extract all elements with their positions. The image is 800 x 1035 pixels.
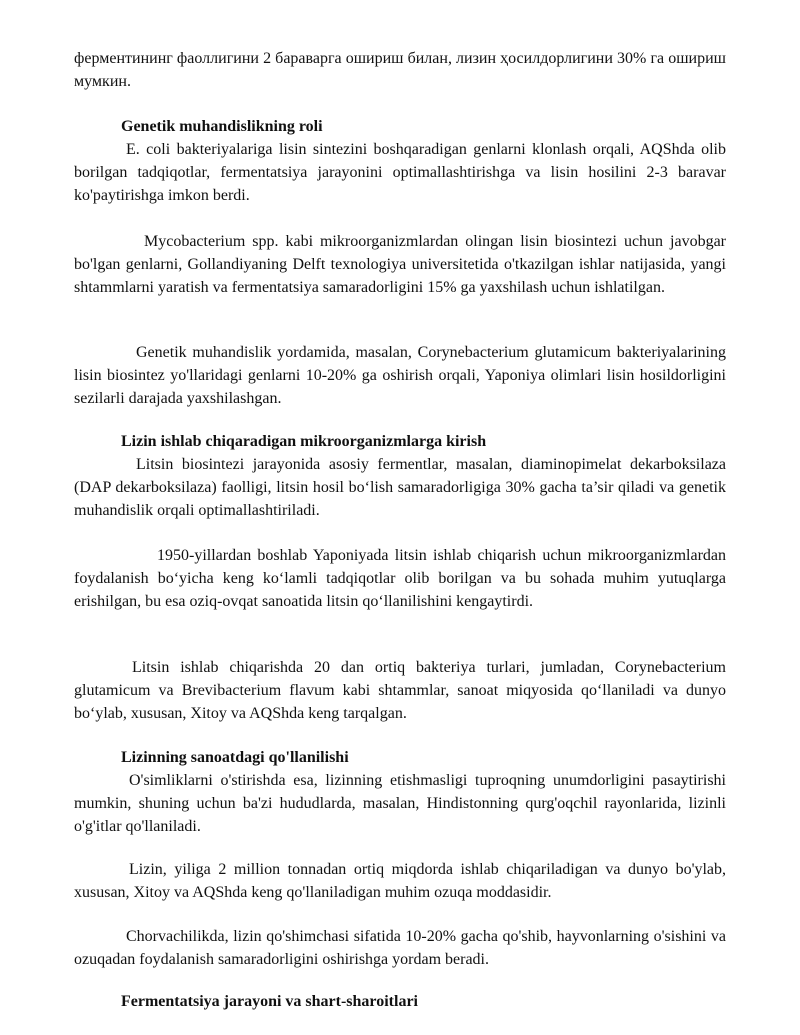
paragraph-annual-production: Lizin, yiliga 2 million tonnadan ortiq miqdorda ishlab chiqariladigan va dunyo bo'ylab, xususan, Xitoy va AQShda keng qo'llaniladigan muhim ozuqa moddasidir. bbox=[74, 861, 726, 901]
heading-genetic-engineering-role: Genetik muhandislikning roli bbox=[121, 118, 323, 135]
paragraph-ecoli-cloning: E. coli bakteriyalariga lisin sintezini boshqaradigan genlarni klonlash orqali, AQShda olib borilgan tadqiqotlar, fermentatsiya jarayonini optimallashtirishga va lisin hosilini 2-3 baravar ko'paytirishga imkon berdi. bbox=[74, 141, 726, 204]
heading-fermentation-conditions: Fermentatsiya jarayoni va shart-sharoitlari bbox=[121, 993, 418, 1010]
paragraph-plant-growth: O'simliklarni o'stirishda esa, lizinning etishmasligi tuproqning unumdorligini pasaytirishi mumkin, shuning uchun ba'zi hududlarda, masalan, Hindistonning qurg'oqchil rayonlarida, lizinli o'g'itlar qo'llaniladi. bbox=[74, 772, 726, 835]
paragraph-dap-decarboxylase: Litsin biosintezi jarayonida asosiy fermentlar, masalan, diaminopimelat dekarboksilaza (DAP dekarboksilaza) faolligi, litsin hosil bo‘lish samaradorligiga 30% gacha ta’sir qiladi va genetik muhandislik orqali optimallashtiriladi. bbox=[74, 456, 726, 519]
heading-lysin-microorganisms-intro: Lizin ishlab chiqaradigan mikroorganizmlarga kirish bbox=[121, 433, 487, 450]
paragraph-enzyme-activity-continued: ферментининг фаоллигини 2 бараварга ошириш билан, лизин ҳосилдорлигини 30% га ошириш мумкин. bbox=[74, 50, 726, 90]
heading-industrial-use: Lizinning sanoatdagi qo'llanilishi bbox=[121, 749, 349, 766]
paragraph-livestock-supplement: Chorvachilikda, lizin qo'shimchasi sifatida 10-20% gacha qo'shib, hayvonlarning o'sishini va ozuqadan foydalanish samaradorligini oshirishga yordam beradi. bbox=[74, 928, 726, 968]
paragraph-mycobacterium-genes: Mycobacterium spp. kabi mikroorganizmlardan olingan lisin biosintezi uchun javobgar bo'lgan genlarni, Gollandiyaning Delft texnologiya universitetida o'tkazilgan ishlar natijasida, yangi shtammlarni yaratish va fermentatsiya samaradorligini 15% ga yaxshilash uchun ishlatilgan. bbox=[74, 233, 726, 296]
paragraph-corynebacterium-japan: Genetik muhandislik yordamida, masalan, Corynebacterium glutamicum bakteriyalarining lisin biosintez yo'llaridagi genlarni 10-20% ga oshirish orqali, Yaponiya olimlari lisin hosildorligini sezilarli darajada yaxshilashgan. bbox=[74, 344, 726, 407]
paragraph-bacteria-strains: Litsin ishlab chiqarishda 20 dan ortiq bakteriya turlari, jumladan, Corynebacterium glutamicum va Brevibacterium flavum kabi shtammlar, sanoat miqyosida qo‘llaniladi va dunyo bo‘ylab, xususan, Xitoy va AQShda keng tarqalgan. bbox=[74, 659, 726, 722]
paragraph-japan-1950s: 1950-yillardan boshlab Yaponiyada litsin ishlab chiqarish uchun mikroorganizmlardan foydalanish bo‘yicha keng ko‘lamli tadqiqotlar olib borilgan va bu sohada muhim yutuqlarga erishilgan, bu esa oziq-ovqat sanoatida litsin qo‘llanilishini kengaytirdi. bbox=[74, 547, 726, 610]
